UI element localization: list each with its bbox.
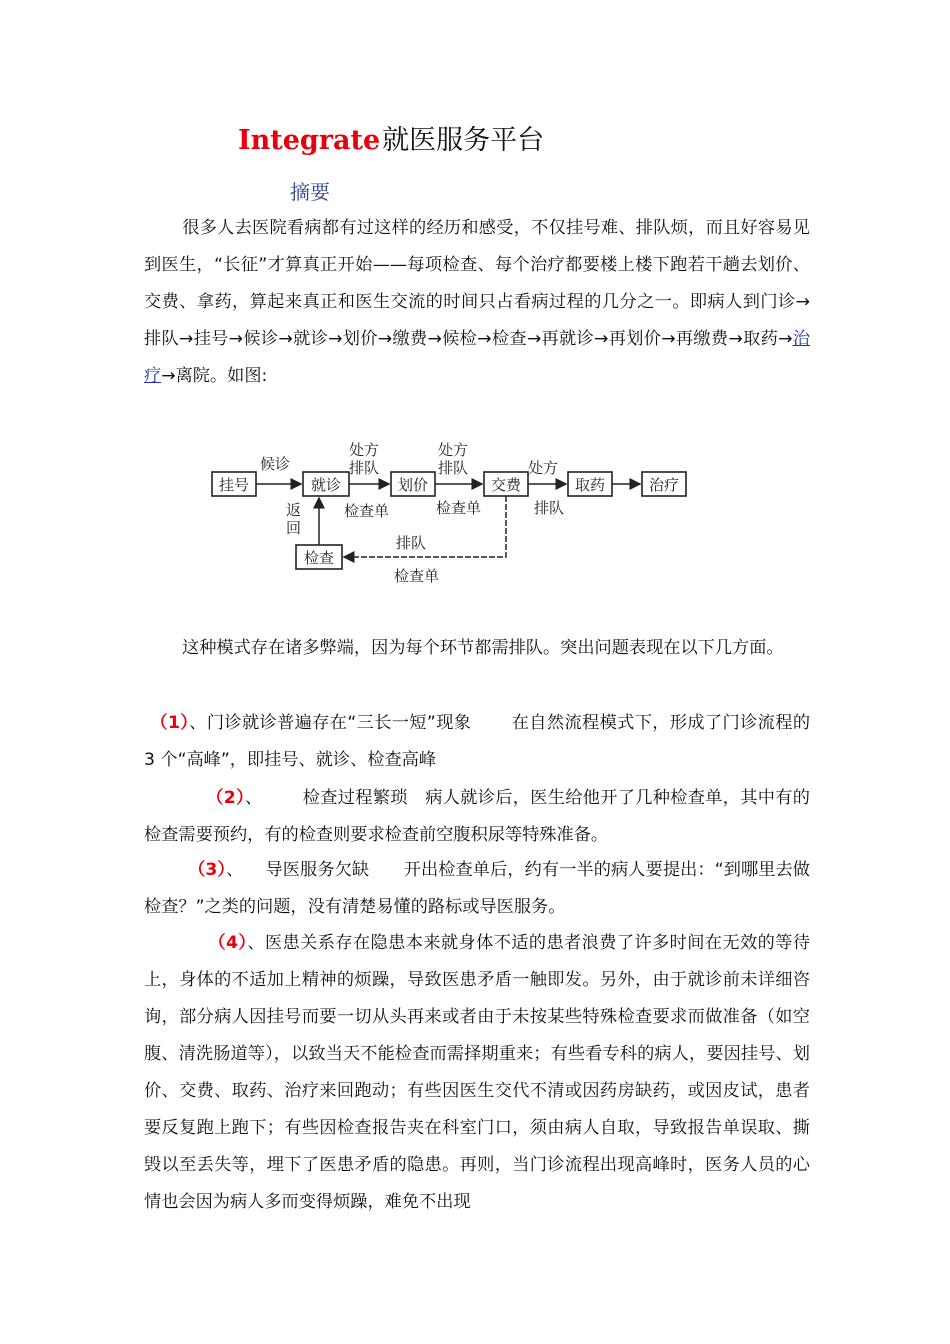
abstract-heading: 摘要 [290, 180, 330, 204]
svg-text:取药: 取药 [574, 476, 606, 494]
label-return-a: 返 [286, 501, 302, 519]
label-exam-slip-2: 检查单 [436, 499, 482, 517]
intro-text-1: 很多人去医院看病都有过这样的经历和感受，不仅挂号难、排队烦，而且好容易见到医生，“长征”才算真正开始——每项检查、每个治疗都要楼上楼下跑若干趟去划价、交费、拿药，算起来真正和医生交流的时间只占看病过程的几分之一。即病人到门诊→排队→挂号→候诊→就诊→划价→缴费→候检→检查→再就诊→再划价→再缴费→取药→ [144, 218, 810, 349]
label-rx-queue-1b: 排队 [349, 459, 380, 477]
label-rx: 处方 [528, 459, 559, 477]
item-2-body: 检查过程繁琐 病人就诊后，医生给他开了几种检查单，其中有的检查需要预约，有的检查则要求检查前空腹积尿等特殊准备。 [144, 788, 810, 845]
node-medicine [568, 472, 612, 496]
label-exam-slip-1: 检查单 [344, 502, 390, 520]
item-4-number: （4） [208, 933, 248, 953]
label-queue: 排队 [534, 499, 565, 517]
intro-paragraph [144, 210, 810, 395]
item-3-heading: 、 [226, 860, 244, 880]
node-pricing [391, 472, 435, 496]
svg-text:划价: 划价 [397, 476, 429, 494]
svg-text:治疗: 治疗 [648, 476, 680, 494]
node-treatment [642, 472, 686, 496]
node-consult [303, 472, 349, 496]
problems-intro: 这种模式存在诸多弊端，因为每个环节都需排队。突出问题表现在以下几方面。 [182, 638, 784, 658]
label-rx-queue-2b: 排队 [438, 459, 469, 477]
svg-text:挂号: 挂号 [218, 476, 250, 494]
item-4 [144, 925, 810, 1221]
label-wait: 候诊 [260, 455, 291, 473]
title-chinese: 就医服务平台 [382, 125, 545, 156]
title-english: Integrate [238, 125, 381, 156]
svg-text:检查: 检查 [303, 549, 335, 567]
node-payment [484, 472, 528, 496]
item-1-heading: 、门诊就诊普遍存在“三长一短”现象 [189, 713, 472, 733]
intro-text-2: →离院。如图: [161, 366, 268, 386]
treatment-link[interactable]: 治疗 [144, 329, 810, 386]
document-title [238, 122, 544, 160]
svg-text:就诊: 就诊 [310, 476, 342, 494]
label-exam-slip-back: 检查单 [394, 567, 440, 585]
label-rx-queue-2a: 处方 [438, 441, 469, 459]
node-register [212, 472, 256, 496]
item-1-number: （1） [150, 713, 190, 733]
item-3 [144, 852, 810, 926]
item-3-body: 导医服务欠缺 开出检查单后，约有一半的病人要提出：“到哪里去做检查？”之类的问题，没有清楚易懂的路标或导医服务。 [144, 860, 810, 917]
node-exam [296, 545, 342, 569]
item-2-number: （2） [206, 788, 245, 808]
label-queue-back: 排队 [396, 534, 427, 552]
item-4-heading: 、 [247, 933, 265, 953]
label-return-b: 回 [286, 519, 302, 537]
item-4-body: 医患关系存在隐患本来就身体不适的患者浪费了许多时间在无效的等待上，身体的不适加上精神的烦躁，导致医患矛盾一触即发。另外，由于就诊前未详细咨询，部分病人因挂号而要一切从头再来或者由于未按某些特殊检查要求而做准备（如空腹、清洗肠道等），以致当天不能检查而需择期重来；有些看专科的病人，要因挂号、划价、交费、取药、治疗来回跑动；有些因医生交代不清或因药房缺药，或因皮试，患者要反复跑上跑下；有些因检查报告夹在科室门口，须由病人自取，导致报告单误取、撕毁以至丢失等，埋下了医患矛盾的隐患。再则，当门诊流程出现高峰时，医务人员的心情也会因为病人多而变得烦躁，难免不出现 [144, 933, 811, 1212]
item-3-number: （3） [188, 860, 227, 880]
item-2 [144, 780, 810, 854]
workflow-diagram [200, 425, 700, 600]
label-rx-queue-1a: 处方 [349, 441, 380, 459]
item-1 [144, 705, 810, 779]
item-1-body: 在自然流程模式下，形成了门诊流程的 3 个“高峰”，即挂号、就诊、检查高峰 [144, 713, 811, 770]
svg-text:交费: 交费 [490, 476, 522, 494]
item-2-heading: 、 [244, 788, 263, 808]
